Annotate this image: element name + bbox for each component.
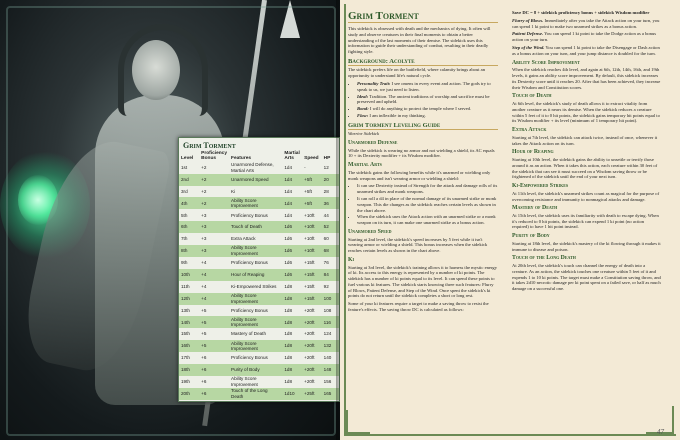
- header-martial-arts: Martial Arts: [284, 151, 300, 162]
- page-title: Grim Torment: [348, 10, 498, 23]
- guide-heading: Grim Torment Leveling Guide: [348, 122, 498, 130]
- cell-hp: 44: [323, 212, 329, 218]
- cell-level: 19th: [181, 378, 190, 384]
- flurry-text: Flurry of Blows. Immediately after you take the Attack action on your turn, you can spend 1 ki point to make two unarmed strikes as a bonus action.: [512, 17, 660, 29]
- cell-prof: +6: [201, 378, 207, 384]
- cell-hp: 12: [323, 164, 329, 170]
- cell-level: 1st: [181, 164, 188, 170]
- cell-speed: +20ft: [304, 307, 315, 313]
- cell-speed: +20ft: [302, 340, 321, 352]
- extra-attack-heading: Extra Attack: [512, 127, 547, 134]
- purity-heading: Purity of Body: [512, 233, 550, 240]
- cell-speed: +20ft: [304, 331, 315, 337]
- cell-prof: +3: [199, 245, 229, 257]
- cell-hp: 156: [323, 378, 332, 384]
- table-row: [179, 388, 339, 400]
- cell-speed: +15ft: [302, 269, 321, 281]
- cell-prof: +5: [201, 331, 207, 337]
- cell-hp: 36: [322, 197, 339, 209]
- header-speed: Speed: [304, 156, 319, 162]
- column-left: [348, 10, 498, 315]
- cell-martial: 1d8: [284, 307, 293, 313]
- martial-arts-item: • It can roll a d4 in place of the normal damage of its unarmed strike or monk weapon. This die changes as the sidekick reaches certain levels as shown in the chart above.: [357, 196, 498, 213]
- cell-level: 12th: [179, 293, 199, 305]
- cell-level: 7th: [181, 236, 188, 242]
- cell-prof: +4: [199, 293, 229, 305]
- cell-level: 4th: [179, 197, 199, 209]
- martial-arts-item: • When the sidekick uses the Attack action with an unarmed strike or a monk weapon on its turn, it can make one unarmed strike as a bonus action.: [357, 214, 498, 226]
- table-row: [179, 174, 339, 186]
- corner-ornament-left: [346, 410, 370, 434]
- background-text: The sidekick prefers life on the battlefield, where calamity brings about an opportunity to understand life's natural cycle.: [348, 67, 485, 79]
- cell-hp: 108: [323, 307, 332, 313]
- table-row: [179, 281, 339, 293]
- cell-speed: +5ft: [302, 174, 321, 186]
- cell-martial: 1d8: [282, 340, 302, 352]
- table-row: [179, 245, 339, 257]
- cell-prof: +2: [201, 164, 207, 170]
- cell-level: 20th: [179, 388, 199, 400]
- hour-text: Starting at 10th level, the sidekick gains the ability to unsettle or terrify those around it as an action. When it takes this action, each creature within 30 feet of the sidekick that can see it must succeed on a Wisdom saving throw or be frightened of the sidekick until the end of your next turn.: [512, 156, 658, 180]
- cell-level: 3rd: [181, 188, 188, 194]
- unarmored-speed-text: Starting at 2nd level, the sidekick's speed increases by 5 feet while it isn't wearing armor or wielding a shield. This bonus increases when the sidekick reaches certain levels as shown in the chart above.: [348, 236, 488, 254]
- cell-prof: +2: [201, 188, 207, 194]
- cell-martial: 1d4: [284, 164, 293, 170]
- unarmored-defense-heading: Unarmored Defense: [348, 139, 398, 146]
- column-right: [512, 10, 662, 294]
- cell-speed: +15ft: [304, 260, 315, 266]
- cell-level: 15th: [181, 331, 190, 337]
- table-row: [179, 209, 339, 221]
- ki-heading: Ki: [348, 256, 355, 263]
- trait-item: • Flaw: I am inflexible in my thinking.: [357, 113, 498, 119]
- cell-martial: 1d4: [284, 188, 293, 194]
- table-row: [179, 376, 339, 388]
- purity-text: Starting at 18th level, the sidekick's mastery of the ki flowing through it makes it immune to disease and poison.: [512, 240, 661, 252]
- cell-hp: 100: [322, 293, 339, 305]
- cell-hp: 52: [322, 221, 339, 233]
- cell-features: Unarmored Speed: [229, 174, 282, 186]
- ki-text-2: Some of your ki features require a target to make a saving throw to resist the feature's effects. The saving throw DC is calculated as follows:: [348, 301, 489, 313]
- cell-prof: +5: [199, 316, 229, 328]
- table-title: Grim Torment: [183, 141, 236, 150]
- cell-speed: +10ft: [304, 212, 315, 218]
- cell-level: 18th: [179, 364, 199, 376]
- cell-martial: 1d4: [282, 197, 302, 209]
- cell-features: Proficiency Bonus: [231, 260, 268, 266]
- guide-subtitle: Warrior Sidekick: [348, 131, 380, 137]
- cell-hp: 28: [323, 188, 329, 194]
- table-row: [179, 186, 339, 198]
- cell-prof: +6: [199, 364, 229, 376]
- unarmored-speed-heading: Unarmored Speed: [348, 228, 392, 235]
- cell-level: 11th: [181, 283, 190, 289]
- table-row: [179, 316, 339, 328]
- cell-speed: +5ft: [302, 197, 321, 209]
- table-row: [179, 269, 339, 281]
- cell-martial: 1d8: [282, 316, 302, 328]
- cell-speed: +20ft: [302, 364, 321, 376]
- cell-level: 10th: [179, 269, 199, 281]
- cell-hp: 124: [323, 331, 332, 337]
- page-number: 47: [657, 428, 664, 436]
- cell-features: Ability Score Improvement: [229, 245, 282, 257]
- cell-features: Ability Score Improvement: [229, 197, 282, 209]
- cell-prof: +3: [201, 236, 207, 242]
- cell-prof: +2: [199, 197, 229, 209]
- cell-features: Proficiency Bonus: [231, 212, 268, 218]
- cell-features: Ki-Empowered Strikes: [231, 283, 277, 289]
- cell-hp: 165: [322, 388, 339, 400]
- cell-hp: 92: [323, 283, 329, 289]
- save-dc-formula: Save DC = 8 + sidekick proficiency bonus + sidekick Wisdom modifier: [512, 10, 650, 15]
- cell-features: Ability Score Improvement: [229, 340, 282, 352]
- cell-speed: +15ft: [302, 293, 321, 305]
- cell-features: Mastery of Death: [231, 331, 267, 337]
- header-level: Level: [181, 156, 194, 162]
- header-proficiency: Proficiency Bonus: [201, 151, 228, 162]
- cell-martial: 1d4: [282, 174, 302, 186]
- table-row: [179, 233, 339, 245]
- cell-hp: 76: [323, 260, 329, 266]
- cell-speed: +5ft: [304, 188, 312, 194]
- progression-grid: [179, 151, 339, 400]
- text-page: [340, 0, 680, 440]
- cell-features: Unarmored Defense, Martial Arts: [231, 162, 274, 173]
- cell-features: Ability Score Improvement: [229, 293, 282, 305]
- cell-speed: +20ft: [304, 378, 315, 384]
- cell-speed: +25ft: [302, 388, 321, 400]
- cell-prof: +6: [201, 355, 207, 361]
- ki-strikes-text: At 11th level, the sidekick's unarmed strikes count as magical for the purpose of overcoming resistance and immunity to nonmagical attacks and damage.: [512, 190, 660, 202]
- cell-martial: 1d8: [284, 283, 293, 289]
- touch-heading: Touch of Death: [512, 93, 552, 100]
- cell-martial: 1d6: [282, 269, 302, 281]
- ki-strikes-heading: Ki-Empowered Strikes: [512, 183, 569, 190]
- cell-features: Proficiency Bonus: [231, 307, 268, 313]
- long-death-text: At 20th level, the sidekick's touch can channel the energy of death into a creature. As an action, the sidekick touches one creature within 5 feet of it and expends 1 to 10 ki points. The target must make a Constitution saving throw, and it takes 2d10 necrotic damage per ki point spent on a failed save, or half as much damage on a successful one.: [512, 263, 661, 292]
- cell-prof: +5: [201, 307, 207, 313]
- cell-features: Touch of Death: [229, 221, 282, 233]
- cell-prof: +4: [201, 260, 207, 266]
- cell-speed: +10ft: [302, 221, 321, 233]
- cell-hp: 84: [322, 269, 339, 281]
- mastery-heading: Mastery of Death: [512, 205, 558, 212]
- cell-features: Proficiency Bonus: [231, 355, 268, 361]
- unarmored-defense-text: While the sidekick is wearing no armor and not wielding a shield, its AC equals 10 + its Dexterity modifier + its Wisdom modifier.: [348, 147, 495, 159]
- cell-martial: 1d8: [284, 378, 293, 384]
- mastery-text: At 15th level, the sidekick uses its familiarity with death to escape dying. When it's reduced to 0 hit points, the sidekick can expend 1 ki point (no action required) to have 1 hit point instead.: [512, 212, 659, 230]
- cell-martial: 1d8: [282, 293, 302, 305]
- cell-prof: +2: [199, 174, 229, 186]
- trait-item: • Personality Trait: I see omens in every event and action. The gods try to speak to us, we just need to listen.: [357, 81, 498, 93]
- header-hp: HP: [323, 156, 331, 162]
- cell-hp: 60: [323, 236, 329, 242]
- cell-features: Hour of Reaping: [229, 269, 282, 281]
- cell-martial: 1d6: [284, 260, 293, 266]
- cell-hp: 20: [322, 174, 339, 186]
- cell-speed: +20ft: [304, 355, 315, 361]
- cell-level: 13th: [181, 307, 190, 313]
- cell-features: Ki: [231, 188, 236, 194]
- traits-list: [354, 81, 498, 119]
- hour-heading: Hour of Reaping: [512, 149, 554, 156]
- cell-level: 8th: [179, 245, 199, 257]
- table-row: [179, 305, 339, 317]
- cell-speed: +15ft: [304, 283, 315, 289]
- cell-martial: 1d4: [284, 212, 293, 218]
- long-death-heading: Touch of the Long Death: [512, 255, 576, 262]
- trait-item: • Ideal: Tradition. The ancient traditions of worship and sacrifice must be preserved and upheld.: [357, 94, 498, 106]
- cell-prof: +3: [199, 221, 229, 233]
- trait-item: • Bond: I will do anything to protect the temple where I served.: [357, 106, 498, 112]
- table-row: [179, 162, 339, 174]
- table-row: [179, 328, 339, 340]
- extra-attack-text: Starting at 7th level, the sidekick can attack twice, instead of once, whenever it takes the Attack action on its turn.: [512, 134, 658, 146]
- cell-martial: 1d6: [282, 221, 302, 233]
- martial-arts-list: [354, 183, 498, 226]
- cell-speed: +10ft: [302, 245, 321, 257]
- table-row: [179, 221, 339, 233]
- asi-text: When the sidekick reaches 4th level, and again at 6th, 12th, 14th, 16th, and 19th levels, it gains an ability score improvement. By default, this sidekick increases its Dexterity score until it reaches 20. After that has been achieved, they increase their Wisdom and Constitution scores.: [512, 67, 661, 90]
- cell-level: 17th: [181, 355, 190, 361]
- cell-hp: 68: [322, 245, 339, 257]
- table-row: [179, 293, 339, 305]
- cell-level: 2nd: [179, 174, 199, 186]
- asi-heading: Ability Score Improvement: [512, 59, 580, 66]
- cell-hp: 132: [322, 340, 339, 352]
- table-row: [179, 364, 339, 376]
- cell-martial: 1d8: [284, 331, 293, 337]
- cell-prof: +3: [201, 212, 207, 218]
- cell-prof: +4: [201, 283, 207, 289]
- cell-hp: 140: [323, 355, 332, 361]
- cell-prof: +5: [199, 340, 229, 352]
- cell-speed: +20ft: [302, 316, 321, 328]
- cell-features: Extra Attack: [231, 236, 256, 242]
- cell-hp: 148: [322, 364, 339, 376]
- cell-features: Ability Score Improvement: [231, 376, 258, 387]
- martial-arts-heading: Martial Arts: [348, 162, 382, 169]
- touch-text: At 6th level, the sidekick's study of death allows it to extract vitality from another creature as it nears its demise. When the sidekick reduces a creature within 5 feet of it to 0 hit points, the sidekick gains temporary hit points equal to its Wisdom modifier + its level (minimum of 1 temporary hit point).: [512, 100, 660, 124]
- cell-martial: 1d6: [282, 245, 302, 257]
- cell-features: Touch of the Long Death: [229, 388, 282, 400]
- cell-martial: 1d8: [282, 364, 302, 376]
- martial-arts-item: • It can use Dexterity instead of Strength for the attack and damage rolls of its unarmed strikes and monk weapons.: [357, 183, 498, 195]
- cell-prof: +6: [199, 388, 229, 400]
- progression-table: [178, 137, 340, 402]
- cell-features: Ability Score Improvement: [229, 316, 282, 328]
- cell-level: 5th: [181, 212, 188, 218]
- cell-martial: 1d6: [284, 236, 293, 242]
- cell-martial: 1d10: [282, 388, 302, 400]
- cell-hp: 116: [322, 316, 339, 328]
- ki-text: Starting at 3rd level, the sidekick's training allows it to harness the mystic energy of ki. Its access to this energy is represented by a number of ki points. The sidekick has a number of ki points equal to its level. It can spend these points to fuel various ki features. The sidekick starts knowing three such features: Flurry of Blows, Patient Defense, and Step of the Wind. Once spent the sidekick's ki points do not return until the sidekick completes a short or long rest.: [348, 264, 497, 299]
- intro-paragraph: This sidekick is obsessed with death and the mechanics of dying. It often will study and observe creatures in their final moments to obtain a better understanding of the last moments of their demise. The sidekick uses this information to guide their understanding of combat, resulting in their deadly fighting style.: [348, 26, 491, 55]
- cell-speed: +10ft: [304, 236, 315, 242]
- table-row: [179, 352, 339, 364]
- cell-prof: +4: [199, 269, 229, 281]
- cell-level: 14th: [179, 316, 199, 328]
- table-row: [179, 340, 339, 352]
- header-features: Features: [231, 156, 252, 162]
- cell-speed: -: [304, 164, 306, 170]
- cell-level: 9th: [181, 260, 188, 266]
- table-row: [179, 197, 339, 209]
- step-text: Step of the Wind. You can spend 1 ki point to take the Disengage or Dash action as a bonus action on your turn, and your jump distance is doubled for the turn.: [512, 44, 660, 56]
- table-row: [179, 257, 339, 269]
- cell-level: 6th: [179, 221, 199, 233]
- cell-features: Purity of Body: [229, 364, 282, 376]
- cell-level: 16th: [179, 340, 199, 352]
- martial-arts-text: The sidekick gains the following benefits while it's unarmed or wielding only monk weapons and isn't wearing armor or wielding a shield:: [348, 169, 491, 181]
- background-heading: Background: Acolyte: [348, 58, 498, 66]
- patient-text: Patient Defense. You can spend 1 ki point to take the Dodge action as a bonus action on your turn.: [512, 31, 657, 43]
- cell-martial: 1d8: [284, 355, 293, 361]
